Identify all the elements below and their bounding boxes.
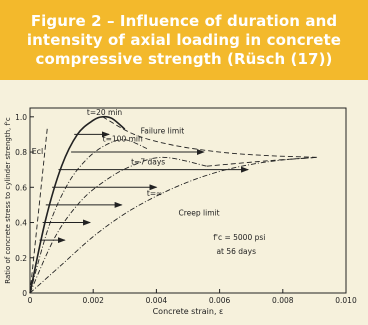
annotation-label-7days: t=7 days — [131, 157, 166, 167]
x-tick-label: 0.002 — [82, 296, 104, 305]
annotation-label-failure: Failure limit — [140, 126, 185, 136]
series-line-t-7-days — [30, 157, 207, 293]
annotations — [32, 108, 266, 256]
annotation-label-age: at 56 days — [216, 247, 257, 257]
y-tick-label: 0.8 — [15, 148, 27, 158]
y-tick-label: 0.2 — [15, 253, 27, 263]
y-tick-label: 0.4 — [15, 218, 27, 228]
chart-area — [0, 80, 368, 320]
x-tick-label: 0.004 — [145, 296, 168, 305]
annotation-label-creep: Creep limit — [178, 208, 220, 218]
x-tick-label: 0.010 — [335, 296, 357, 305]
x-tick-label: 0.008 — [272, 296, 294, 305]
creep-arrows — [39, 134, 248, 240]
y-tick-label: 0 — [22, 289, 27, 298]
annotation-label-20min: t=20 min — [86, 108, 123, 118]
figure-caption: Figure 2 – Influence of duration and intensity of axial loading in concrete compressive strength (Rüsch (17)) — [26, 11, 342, 68]
stress-strain-chart — [0, 80, 368, 320]
annotation-label-ecl: Ecl — [31, 146, 44, 156]
x-tick-label: 0.006 — [208, 296, 231, 305]
series-line-t — [30, 157, 318, 293]
annotation-label-strength: f'c = 5000 psi — [213, 233, 266, 243]
y-tick-label: 1.0 — [15, 112, 27, 122]
figure-caption-banner — [0, 0, 368, 80]
series-line-t-100-min — [30, 140, 147, 293]
annotation-label-tinf: t=∞ — [146, 189, 163, 199]
y-tick-label: 0.6 — [15, 183, 27, 193]
y-axis-label: Ratio of concrete stress to cylinder strength, f'c — [4, 117, 12, 284]
x-axis-label: Concrete strain, ε — [152, 307, 224, 316]
x-tick-label: 0 — [27, 296, 33, 305]
annotation-label-100min: t=100 min — [102, 134, 143, 144]
